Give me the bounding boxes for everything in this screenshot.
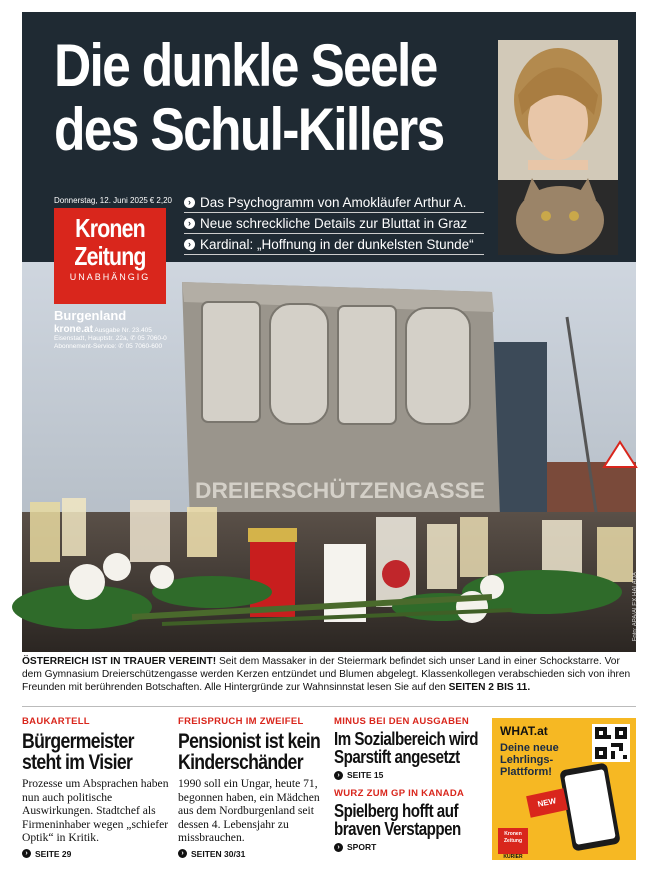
region-edition: Burgenland [54, 308, 127, 323]
article-title-line-2: Sparstift angesetzt [334, 747, 460, 767]
ad-text: Deine neue Lehrlings-Plattform! [500, 742, 559, 778]
issue-price: € 2,20 [149, 196, 172, 205]
bullet-text: Kardinal: „Hoffnung in der dunkelsten Stunde“ [200, 236, 474, 252]
logo-tagline: UNABHÄNGIG [69, 272, 151, 282]
chevron-right-icon: › [22, 849, 31, 858]
page-ref-text: SEITEN 30/31 [191, 848, 246, 859]
caption-text: Seit dem Massaker in der Steiermark befindet sich unser Land in einer Schockstarre. Vor dem Gymnasium Dreierschützengasse werden Kerzen entzündet und Blumen abgelegt. Klassenkollegen verabschieden sich von ihren Freunden mit berührenden Botschaften. Alle Hintergründe zur Wahnsinnstat lesen Sie auf den [22, 656, 631, 693]
headline-bullets [184, 192, 484, 255]
caption-lead: ÖSTERREICH IST IN TRAUER VEREINT! [22, 656, 217, 667]
article-title-line-1: Bürgermeister [22, 730, 134, 753]
portrait-photo [498, 40, 618, 255]
article-title-line-2: Kinderschänder [178, 751, 303, 774]
logo-line-1: Kronen [75, 213, 145, 243]
article-title-line-2: braven Verstappen [334, 819, 461, 839]
imprint-service: Abonnement-Service: ✆ 05 7060-600 [54, 343, 163, 350]
article-page-ref[interactable] [22, 849, 172, 859]
article-page-ref[interactable] [334, 770, 484, 780]
article-kicker: WURZ ZUM GP IN KANADA [334, 788, 465, 799]
article-spielberg[interactable] [334, 788, 484, 852]
imprint [54, 326, 184, 351]
ad-logo-kurier: KURIER [503, 854, 523, 860]
bullet-text: Das Psychogramm von Amokläufer Arthur A. [200, 194, 467, 210]
chevron-right-icon: › [184, 218, 195, 229]
headline-line-2: des Schul-Killers [54, 96, 444, 163]
site-link[interactable]: krone.at [54, 324, 93, 335]
page-ref-text: SPORT [347, 842, 377, 852]
photo-credit: Foto: APA/ALEX HALADA [632, 572, 638, 642]
article-baukartell[interactable] [22, 716, 172, 859]
article-title-line-1: Im Sozialbereich wird [334, 729, 479, 749]
article-title-line-1: Pensionist ist kein [178, 730, 321, 753]
article-kicker: MINUS BEI DEN AUSGABEN [334, 716, 470, 727]
ad-brand: WHAT.at [500, 724, 548, 738]
qr-code-icon[interactable] [592, 724, 630, 762]
advertisement-whatat[interactable] [492, 718, 636, 860]
hero-area [22, 12, 636, 652]
chevron-right-icon: › [178, 849, 187, 858]
dateline [54, 196, 172, 205]
chevron-right-icon: › [334, 771, 343, 780]
article-kicker: BAUKARTELL [22, 716, 90, 727]
ad-logo-kronen: Kronen Zeitung [498, 828, 528, 854]
bullet-item[interactable] [184, 213, 484, 234]
chevron-right-icon: › [334, 843, 343, 852]
article-body: 1990 soll ein Ungar, heute 71, begonnen haben, ein Mädchen aus dem Nordburgenland seit dessen 4. Lebensjahr zu missbrauchen. [178, 777, 320, 844]
article-page-ref[interactable] [178, 849, 328, 859]
page-ref-text: SEITE 29 [35, 848, 72, 859]
issue-number: Ausgabe Nr. 23.405 [94, 327, 152, 334]
article-sozialbereich[interactable] [334, 716, 484, 780]
divider [22, 706, 636, 707]
ad-badge: NEW [526, 788, 568, 817]
main-headline [54, 34, 450, 162]
bullet-item[interactable] [184, 192, 484, 213]
chevron-right-icon: › [184, 197, 195, 208]
article-page-ref[interactable] [334, 842, 484, 852]
school-sign-big [204, 294, 474, 414]
article-body: Prozesse um Absprachen haben nun auch politische Auswirkungen. Stadtchef als Firmeninhaber wegen „schiefer Optik“ in Kritik. [22, 777, 169, 844]
article-kicker: FREISPRUCH IM ZWEIFEL [178, 716, 304, 727]
photo-caption [22, 655, 636, 694]
masthead-logo[interactable] [54, 208, 166, 304]
bullet-item[interactable] [184, 234, 484, 255]
issue-date: Donnerstag, 12. Juni 2025 [54, 196, 148, 205]
imprint-address: Eisenstadt, Hauptstr. 22a, ✆ 05 7060-0 [54, 335, 167, 342]
phone-icon [559, 762, 621, 851]
chevron-right-icon: › [184, 239, 195, 250]
logo-line-2: Zeitung [74, 241, 146, 271]
headline-line-1: Die dunkle Seele [54, 32, 437, 99]
article-title-line-1: Spielberg hofft auf [334, 801, 458, 821]
school-sign-small: DREIERSCHÜTZENGASSE [195, 478, 485, 503]
article-freispruch[interactable] [178, 716, 328, 859]
page-ref-text: SEITE 15 [347, 770, 384, 780]
article-title-line-2: steht im Visier [22, 751, 133, 774]
caption-pages[interactable]: SEITEN 2 BIS 11. [448, 682, 531, 693]
bullet-text: Neue schreckliche Details zur Bluttat in Graz [200, 215, 468, 231]
